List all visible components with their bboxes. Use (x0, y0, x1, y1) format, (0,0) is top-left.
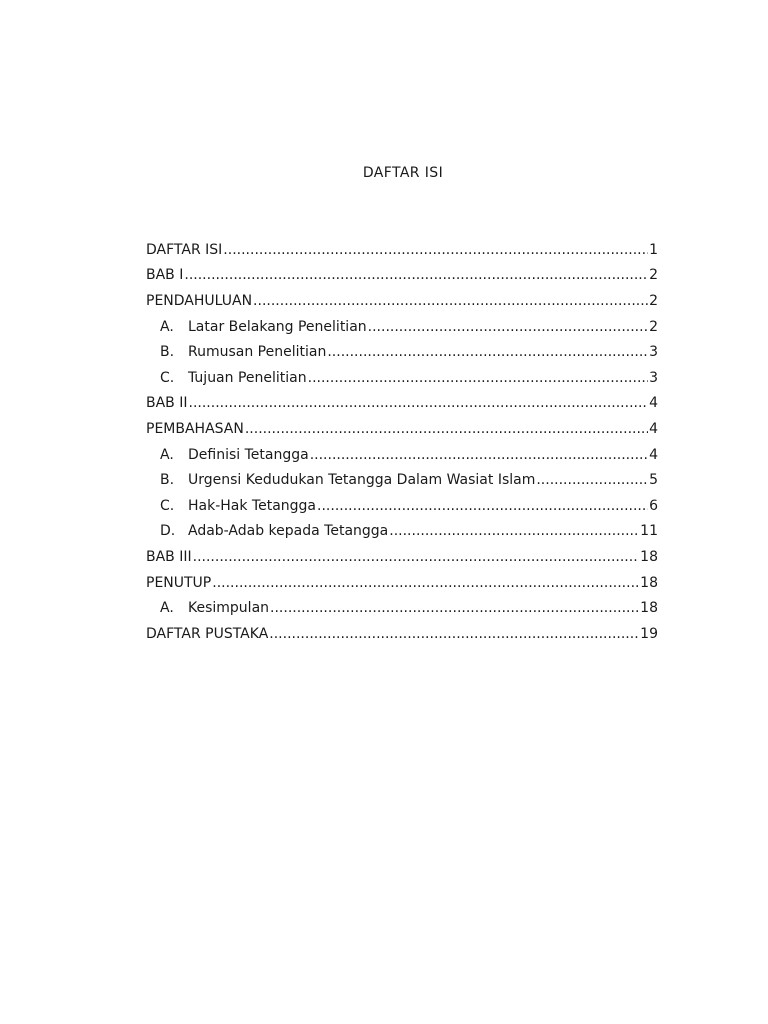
toc-page-number: 19 (640, 625, 658, 642)
toc-entry-label: BAB I (146, 267, 184, 284)
toc-entry-label: Kesimpulan (188, 600, 270, 617)
toc-entry (146, 237, 658, 263)
toc-entry (146, 288, 658, 314)
toc-dot-leader (269, 625, 639, 643)
toc-entry-letter: A. (160, 318, 174, 335)
toc-entry (146, 595, 658, 621)
toc-entry (146, 263, 658, 289)
toc-entry (146, 621, 658, 647)
toc-entry-label: Hak-Hak Tetangga (188, 497, 317, 514)
toc-dot-leader (317, 497, 648, 515)
toc-page-number: 18 (640, 574, 658, 591)
toc-entry-letter: C. (160, 497, 175, 514)
toc-entry-label: Urgensi Kedudukan Tetangga Dalam Wasiat Islam (188, 472, 536, 489)
toc-entry-label: Rumusan Penelitian (188, 344, 327, 361)
toc-entry (146, 314, 658, 340)
toc-page-number: 4 (649, 395, 658, 412)
toc-page-number: 2 (649, 267, 658, 284)
toc-dot-leader (212, 574, 639, 592)
toc-entry-letter: D. (160, 523, 176, 540)
toc-page-number: 6 (649, 497, 658, 514)
toc-page-number: 18 (640, 600, 658, 617)
toc-dot-leader (270, 599, 639, 617)
toc-entry (146, 493, 658, 519)
toc-page-number: 1 (649, 241, 658, 258)
toc-page-number: 3 (649, 344, 658, 361)
toc-page-number: 11 (640, 523, 658, 540)
toc-entry-label: Adab-Adab kepada Tetangga (188, 523, 389, 540)
toc-entry-label: PEMBAHASAN (146, 420, 244, 437)
toc-dot-leader (368, 318, 648, 336)
toc-dot-leader (308, 369, 648, 387)
toc-dot-leader (253, 292, 648, 310)
toc-dot-leader (193, 548, 640, 566)
toc-dot-leader (245, 420, 648, 438)
toc-page-number: 5 (649, 472, 658, 489)
toc-entry (146, 467, 658, 493)
toc-dot-leader (536, 471, 648, 489)
toc-page-number: 4 (649, 420, 658, 437)
toc-entry-label: Tujuan Penelitian (188, 369, 307, 386)
toc-entry-letter: B. (160, 344, 175, 361)
toc-entry (146, 544, 658, 570)
toc-entry-letter: A. (160, 600, 174, 617)
toc-dot-leader (389, 522, 639, 540)
toc-entry (146, 570, 658, 596)
toc-dot-leader (223, 241, 648, 259)
toc-entry (146, 519, 658, 545)
toc-entry-label: DAFTAR ISI (146, 241, 223, 258)
toc-entry-label: BAB III (146, 548, 192, 565)
toc-page-number: 3 (649, 369, 658, 386)
toc-entry-label: PENDAHULUAN (146, 292, 253, 309)
toc-entry-letter: C. (160, 369, 175, 386)
toc-dot-leader (327, 343, 648, 361)
toc-page-number: 2 (649, 318, 658, 335)
toc-page-number: 18 (640, 548, 658, 565)
toc-page-number: 4 (649, 446, 658, 463)
toc-dot-leader (310, 446, 648, 464)
toc-dot-leader (184, 266, 648, 284)
toc-entry-letter: A. (160, 446, 174, 463)
toc-entry (146, 442, 658, 468)
toc-entry (146, 391, 658, 417)
page-title: DAFTAR ISI (362, 165, 444, 181)
toc-entry (146, 416, 658, 442)
toc-dot-leader (189, 394, 649, 412)
toc-entry-letter: B. (160, 472, 175, 489)
toc-entry (146, 365, 658, 391)
toc-entry-label: PENUTUP (146, 574, 212, 591)
toc-entry (146, 339, 658, 365)
toc-entry-label: Latar Belakang Penelitian (188, 318, 367, 335)
table-of-contents (146, 237, 658, 647)
toc-entry-label: Definisi Tetangga (188, 446, 309, 463)
toc-entry-label: DAFTAR PUSTAKA (146, 625, 269, 642)
toc-page-number: 2 (649, 292, 658, 309)
toc-entry-label: BAB II (146, 395, 188, 412)
